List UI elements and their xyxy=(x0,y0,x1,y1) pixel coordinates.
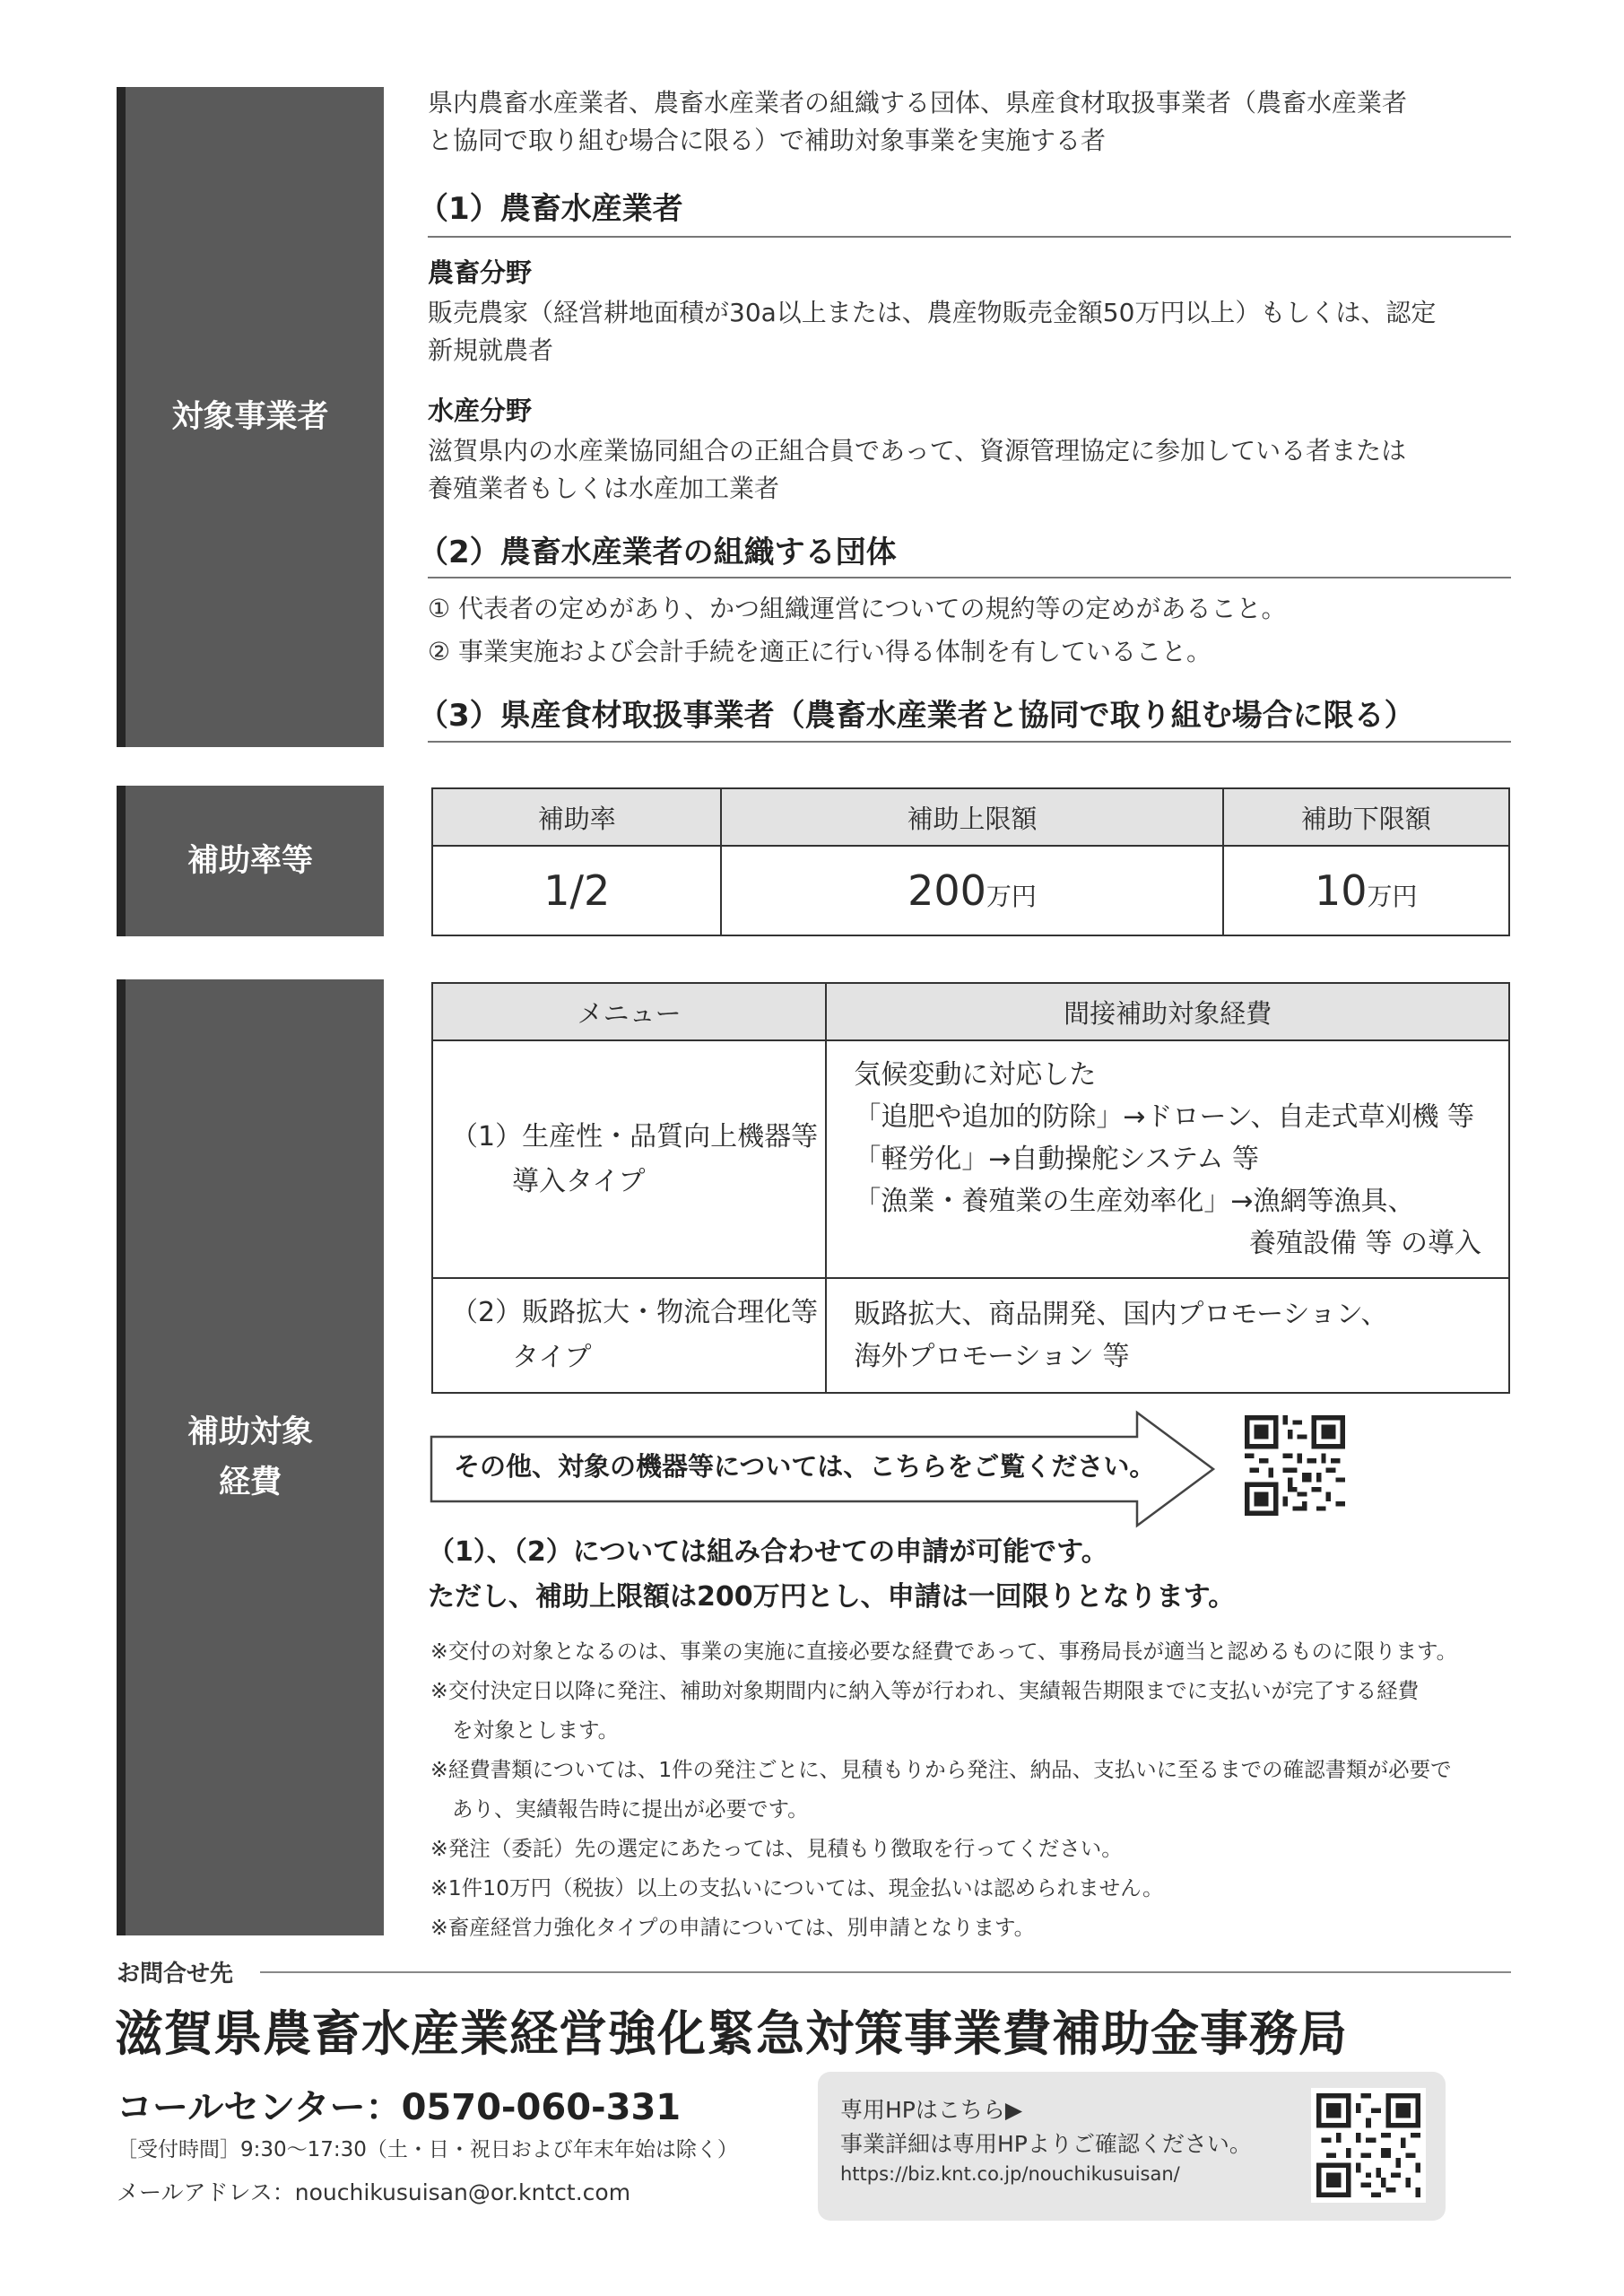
section-label-expenses-line-2: 経費 xyxy=(218,1465,282,1500)
eligible-subhead-agriculture: 農畜分野 xyxy=(428,257,533,288)
qr-code-icon[interactable] xyxy=(1245,1415,1345,1516)
note-line-5: あり、実績報告時に提出が必要です。 xyxy=(452,1796,809,1822)
homepage-note: 事業詳細は専用HPよりご確認ください。 xyxy=(840,2131,1252,2157)
items-1-line-4: 「漁業・養殖業の生産効率化」→漁網等漁具、 xyxy=(854,1186,1415,1217)
section-label-eligible xyxy=(117,87,384,747)
contact-label: お問合せ先 xyxy=(117,1955,244,1988)
rate-table xyxy=(431,787,1510,936)
items-cell-1 xyxy=(826,1040,1509,1278)
section-label-rate xyxy=(117,786,384,936)
items-2-line-1: 販路拡大、商品開発、国内プロモーション、 xyxy=(854,1299,1388,1330)
menu-2-line-2: タイプ xyxy=(512,1342,592,1373)
upper-limit-value: 200 xyxy=(908,866,986,915)
eligible-intro-line-2: と協同で取り組む場合に限る）で補助対象事業を実施する者 xyxy=(428,126,1107,155)
section-label-expenses xyxy=(117,979,384,1935)
rate-value: 1/2 xyxy=(543,866,611,915)
eligible-heading-3: （3）県産食材取扱事業者（農畜水産業者と協同で取り組む場合に限る） xyxy=(418,698,1415,734)
eligible-agriculture-line-2: 新規就農者 xyxy=(428,335,554,365)
eligible-agriculture-line-1: 販売農家（経営耕地面積が30a以上または、農産物販売金額50万円以上）もしくは、認定 xyxy=(428,298,1437,327)
note-line-6: ※発注（委託）先の選定にあたっては、見積もり徴取を行ってください。 xyxy=(430,1836,1123,1861)
eligible-heading-2: （2）農畜水産業者の組織する団体 xyxy=(418,535,897,570)
office-name: 滋賀県農畜水産業経営強化緊急対策事業費補助金事務局 xyxy=(115,2005,1348,2062)
items-1-line-1: 気候変動に対応した xyxy=(854,1059,1097,1091)
items-2-line-2: 海外プロモーション 等 xyxy=(854,1341,1130,1372)
homepage-qr-code-icon[interactable] xyxy=(1311,2088,1426,2203)
note-line-4: ※経費書類については、1件の発注ごとに、見積もりから発注、納品、支払いに至るまでの確認書類が必要で xyxy=(430,1757,1452,1782)
email-address[interactable]: メールアドレス：nouchikusuisan@or.kntct.com xyxy=(117,2179,631,2205)
expense-header-menu: メニュー xyxy=(432,983,826,1040)
note-line-1: ※交付の対象となるのは、事業の実施に直接必要な経費であって、事務局長が適当と認めるものに限ります。 xyxy=(430,1639,1458,1664)
section-label-rate-text: 補助率等 xyxy=(187,843,313,879)
divider xyxy=(428,577,1511,578)
expense-header-items: 間接補助対象経費 xyxy=(826,983,1509,1040)
eligible-subhead-fishery: 水産分野 xyxy=(428,396,533,426)
reception-hours: ［受付時間］9:30〜17:30（土・日・祝日および年末年始は除く） xyxy=(117,2138,738,2161)
eligible-group-item-2: ② 事業実施および会計手続を適正に行い得る体制を有していること。 xyxy=(428,637,1212,666)
menu-cell-1 xyxy=(432,1040,826,1278)
homepage-link-label[interactable]: 専用HPはこちら▶ xyxy=(840,2097,1023,2123)
items-1-line-5: 養殖設備 等 の導入 xyxy=(1248,1228,1481,1259)
eligible-fishery-line-1: 滋賀県内の水産業協同組合の正組合員であって、資源管理協定に参加している者または xyxy=(428,436,1407,465)
rate-header-lower: 補助下限額 xyxy=(1223,788,1509,846)
lower-limit-value: 10 xyxy=(1314,866,1368,915)
table-row xyxy=(432,1278,1509,1393)
expense-table xyxy=(431,982,1510,1394)
divider xyxy=(428,236,1511,238)
divider xyxy=(260,1971,1511,1973)
call-center[interactable]: コールセンター：0570-060-331 xyxy=(117,2087,682,2128)
menu-cell-2 xyxy=(432,1278,826,1393)
items-cell-2 xyxy=(826,1278,1509,1393)
rate-header-upper: 補助上限額 xyxy=(721,788,1222,846)
items-1-line-3: 「軽労化」→自動操舵システム 等 xyxy=(854,1144,1260,1175)
table-row xyxy=(432,1040,1509,1278)
note-line-7: ※1件10万円（税抜）以上の支払いについては、現金払いは認められません。 xyxy=(430,1875,1164,1900)
arrow-banner-text[interactable]: その他、対象の機器等については、こちらをご覧ください。 xyxy=(454,1451,1156,1482)
combo-note-line-2: ただし、補助上限額は200万円とし、申請は一回限りとなります。 xyxy=(428,1581,1236,1613)
divider xyxy=(428,741,1511,743)
eligible-heading-1: （1）農畜水産業者 xyxy=(418,191,683,227)
menu-2-line-1: （2）販路拡大・物流合理化等 xyxy=(451,1297,819,1328)
eligible-fishery-line-2: 養殖業者もしくは水産加工業者 xyxy=(428,474,780,503)
eligible-group-item-1: ① 代表者の定めがあり、かつ組織運営についての規約等の定めがあること。 xyxy=(428,594,1287,623)
note-line-2: ※交付決定日以降に発注、補助対象期間内に納入等が行われ、実績報告期限までに支払いが完了する経費 xyxy=(430,1678,1420,1703)
items-1-line-2: 「追肥や追加的防除」→ドローン、自走式草刈機 等 xyxy=(854,1101,1475,1133)
homepage-url[interactable]: https://biz.knt.co.jp/nouchikusuisan/ xyxy=(840,2163,1180,2185)
combo-note-line-1: （1）、（2）については組み合わせての申請が可能です。 xyxy=(428,1536,1108,1568)
menu-1-line-1: （1）生産性・品質向上機器等 xyxy=(451,1120,819,1152)
section-label-eligible-text: 対象事業者 xyxy=(171,399,329,435)
menu-1-line-2: 導入タイプ xyxy=(512,1165,646,1197)
eligible-intro-line-1: 県内農畜水産業者、農畜水産業者の組織する団体、県産食材取扱事業者（農畜水産業者 xyxy=(428,88,1408,117)
rate-header-rate: 補助率 xyxy=(432,788,721,846)
rate-value-cell xyxy=(432,846,721,935)
section-label-expenses-line-1: 補助対象 xyxy=(187,1414,313,1450)
lower-limit-cell xyxy=(1223,846,1509,935)
upper-limit-unit: 万円 xyxy=(986,882,1037,911)
upper-limit-cell xyxy=(721,846,1222,935)
note-line-3: を対象とします。 xyxy=(452,1718,620,1743)
lower-limit-unit: 万円 xyxy=(1367,882,1418,911)
note-line-8: ※畜産経営力強化タイプの申請については、別申請となります。 xyxy=(430,1915,1036,1940)
